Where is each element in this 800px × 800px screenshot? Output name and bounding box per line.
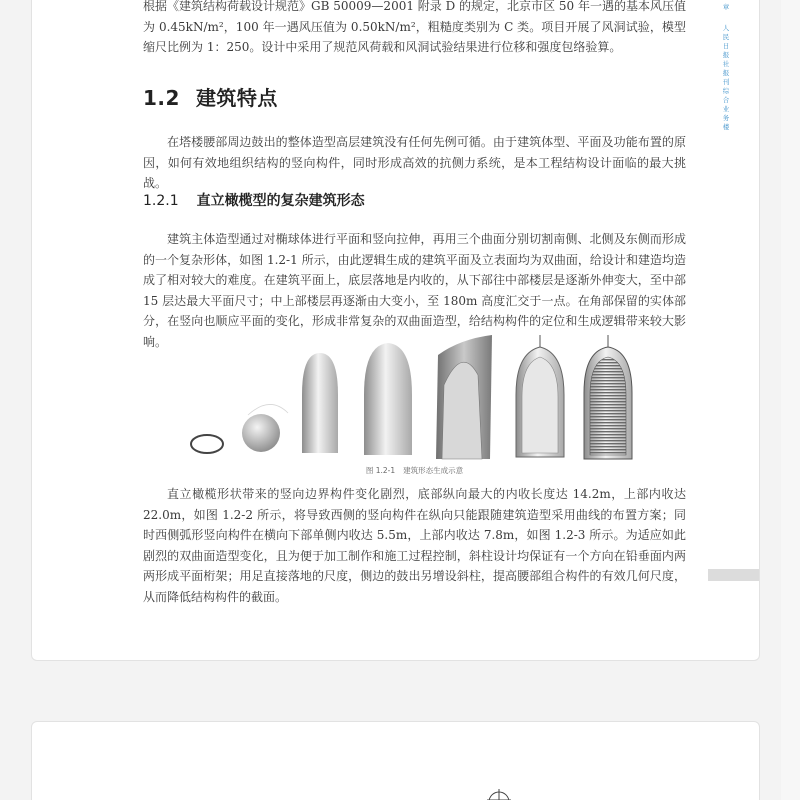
building-form-figure [180, 335, 640, 465]
section-title: 建筑特点 [195, 86, 278, 110]
subsection-number: 1.2.1 [143, 193, 179, 209]
subsection-paragraph: 建筑主体造型通过对椭球体进行平面和竖向拉伸，再用三个曲面分别切割南侧、北侧及东侧而形成的一个复杂形体，如图 1.2-1 所示，由此逻辑生成的建筑平面及立表面均为双曲面，给设计和建造均造成了相对较大的难度。在建筑平面上，底层落地是内收的，从下部往中部楼层是逐渐外伸变大，至中部 15 层达最大平面尺寸；中上部楼层再逐渐由大变小，至 180m 高度汇交于一点。在角部保留的实体部分，在竖向也顺应平面的变化，形成非常复杂的双曲面造型，给结构构件的定位和生成逻辑带来较大影响。 [143, 232, 686, 349]
section-paragraph: 在塔楼腰部周边鼓出的整体造型高层建筑没有任何先例可循。由于建筑体型、平面及功能布置的原因，如何有效地组织结构的竖向构件，同时形成高效的抗侧力系统，是本工程结构设计面临的最大挑战。 [143, 135, 686, 190]
intro-paragraph: 根据《建筑结构荷载设计规范》GB 50009—2001 附录 D 的规定，北京市区 50 年一遇的基本风压值为 0.45kN/m²，100 年一遇风压值为 0.50kN/m²，粗糙度类别为 C 类。项目开展了风洞试验，模型缩尺比例为 1：250。设计中采用了规范风荷载和风洞试验结果进行位移和强度包络验算。 [143, 0, 686, 54]
form-generation-illustration [180, 335, 640, 465]
chapter-tag: 章 [722, 3, 730, 11]
figure-caption [143, 465, 686, 476]
north-arrow-icon [486, 789, 512, 800]
sphere-shape [242, 414, 280, 452]
tall-ellipsoid-shape [364, 343, 412, 455]
margin-scroll-marker[interactable] [708, 569, 759, 581]
closing-paragraph: 直立橄榄形状带来的竖向边界构件变化剧烈，底部纵向最大的内收长度达 14.2m，上部内收达 22.0m，如图 1.2-2 所示，将导致西侧的竖向构件在纵向只能跟随建筑造型采用曲线的布置方案；同时西侧弧形竖向构件在横向下部单侧内收达 5.5m，上部内收达 7.8m，如图 1.2-3 所示。为适应如此剧烈的双曲面造型变化，且为便于加工制作和施工过程控制，斜柱设计均保证有一个方向在铅垂面内两两形成平面桁架；用足直接落地的尺度，侧边的鼓出另增设斜柱，提高腰部组合构件的有效几何尺度，从而降低结构构件的截面。 [143, 487, 686, 604]
subsection-title: 直立橄榄型的复杂建筑形态 [196, 193, 365, 209]
viewer-scrollbar-track[interactable] [781, 0, 800, 800]
figure-caption-text: 建筑形态生成示意 [403, 466, 464, 475]
ring-shape [191, 435, 223, 453]
subsection-heading [143, 190, 365, 210]
ellipsoid-shape [302, 353, 338, 453]
section-heading [143, 82, 278, 111]
next-document-page [31, 721, 760, 800]
side-margin [708, 0, 760, 640]
figure-number: 图 1.2-1 [365, 466, 396, 475]
section-number: 1.2 [143, 86, 180, 110]
publisher-tag: 人民日报社报刊综合业务楼 [722, 24, 730, 131]
